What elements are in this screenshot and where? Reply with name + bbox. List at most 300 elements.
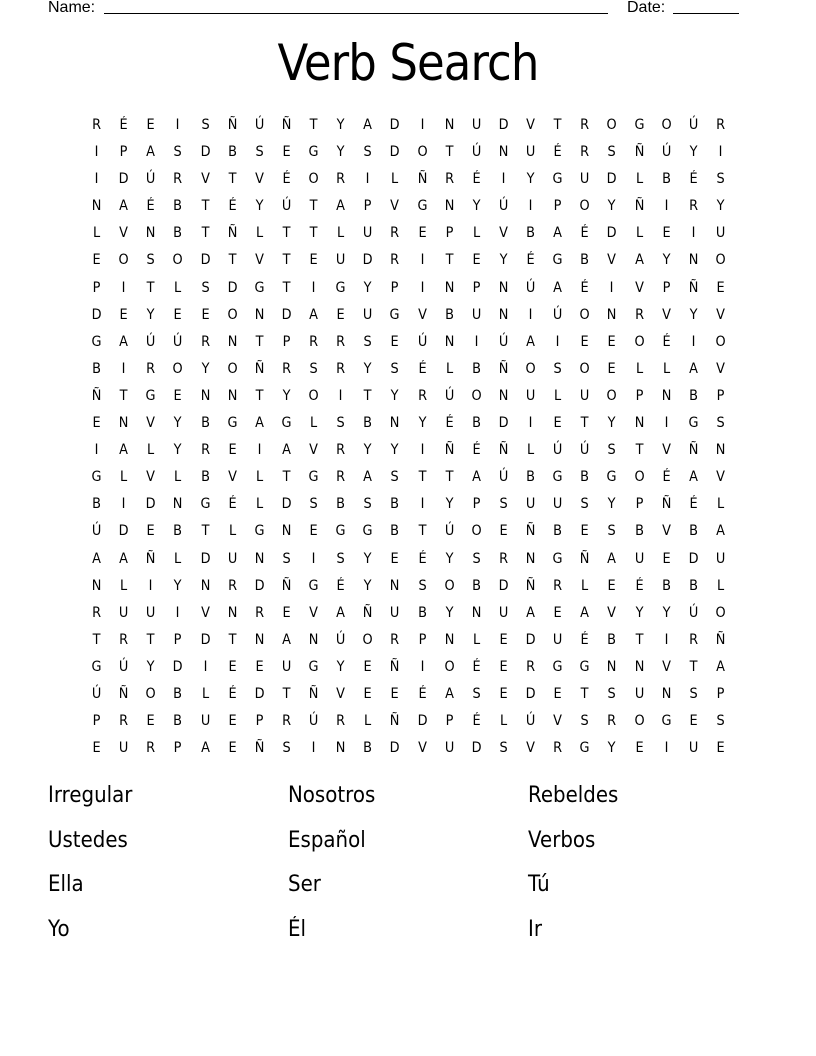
- grid-cell[interactable]: V: [607, 252, 617, 269]
- grid-cell[interactable]: B: [173, 685, 183, 702]
- grid-cell[interactable]: A: [92, 550, 101, 567]
- grid-cell[interactable]: R: [688, 198, 698, 215]
- grid-cell[interactable]: Y: [201, 360, 210, 377]
- grid-cell[interactable]: E: [499, 523, 508, 540]
- grid-cell[interactable]: E: [336, 306, 345, 323]
- grid-cell[interactable]: É: [228, 496, 237, 513]
- grid-cell[interactable]: I: [203, 658, 207, 675]
- grid-cell[interactable]: T: [228, 631, 237, 648]
- grid-cell[interactable]: T: [309, 117, 318, 133]
- grid-cell[interactable]: Ú: [552, 306, 563, 323]
- grid-cell[interactable]: É: [417, 550, 427, 567]
- grid-cell[interactable]: A: [553, 225, 563, 242]
- grid-cell[interactable]: E: [607, 333, 617, 350]
- grid-cell[interactable]: N: [661, 387, 672, 404]
- grid-cell[interactable]: A: [336, 604, 346, 621]
- grid-cell[interactable]: E: [228, 658, 237, 675]
- grid-cell[interactable]: B: [661, 171, 671, 188]
- grid-cell[interactable]: E: [282, 144, 291, 161]
- grid-cell[interactable]: E: [363, 685, 372, 702]
- grid-cell[interactable]: Y: [363, 279, 372, 296]
- grid-cell[interactable]: É: [689, 171, 698, 188]
- grid-cell[interactable]: N: [525, 550, 536, 567]
- grid-cell[interactable]: U: [146, 604, 156, 621]
- grid-cell[interactable]: Ñ: [525, 577, 536, 594]
- grid-cell[interactable]: R: [336, 171, 346, 188]
- grid-cell[interactable]: Y: [336, 144, 345, 161]
- grid-cell[interactable]: B: [173, 713, 183, 730]
- grid-cell[interactable]: Y: [445, 604, 454, 621]
- grid-cell[interactable]: V: [553, 713, 563, 730]
- grid-cell[interactable]: T: [635, 442, 644, 459]
- grid-cell[interactable]: Y: [716, 198, 725, 215]
- grid-cell[interactable]: P: [363, 198, 372, 215]
- grid-cell[interactable]: É: [634, 577, 644, 594]
- grid-cell[interactable]: T: [282, 469, 291, 486]
- grid-cell[interactable]: O: [633, 333, 645, 350]
- grid-cell[interactable]: V: [146, 415, 156, 432]
- grid-cell[interactable]: E: [417, 225, 427, 242]
- grid-cell[interactable]: R: [580, 117, 590, 133]
- grid-cell[interactable]: A: [444, 685, 454, 702]
- grid-cell[interactable]: Y: [390, 442, 399, 459]
- grid-cell[interactable]: I: [420, 117, 424, 133]
- grid-cell[interactable]: T: [309, 198, 318, 215]
- grid-cell[interactable]: Ú: [335, 631, 346, 648]
- grid-cell[interactable]: T: [309, 225, 318, 242]
- grid-cell[interactable]: É: [662, 469, 671, 486]
- grid-cell[interactable]: Ñ: [227, 225, 238, 242]
- grid-cell[interactable]: B: [390, 496, 400, 513]
- grid-cell[interactable]: S: [309, 360, 318, 377]
- grid-cell[interactable]: S: [499, 496, 508, 513]
- grid-cell[interactable]: G: [200, 496, 211, 513]
- grid-cell[interactable]: Ñ: [281, 577, 292, 594]
- grid-cell[interactable]: O: [118, 252, 129, 269]
- grid-cell[interactable]: É: [472, 658, 481, 675]
- grid-cell[interactable]: Y: [336, 658, 345, 675]
- grid-cell[interactable]: S: [499, 740, 508, 757]
- grid-cell[interactable]: G: [335, 523, 346, 540]
- grid-cell[interactable]: B: [634, 523, 644, 540]
- grid-cell[interactable]: S: [472, 550, 481, 567]
- grid-cell[interactable]: É: [580, 225, 589, 242]
- grid-cell[interactable]: D: [227, 279, 238, 296]
- grid-cell[interactable]: I: [176, 117, 180, 133]
- grid-cell[interactable]: N: [254, 550, 265, 567]
- grid-cell[interactable]: T: [201, 225, 210, 242]
- grid-cell[interactable]: E: [499, 631, 508, 648]
- grid-cell[interactable]: G: [634, 117, 645, 133]
- grid-cell[interactable]: B: [526, 469, 535, 486]
- grid-cell[interactable]: G: [552, 252, 563, 269]
- grid-cell[interactable]: E: [390, 550, 400, 567]
- grid-cell[interactable]: T: [255, 333, 264, 350]
- grid-cell[interactable]: Y: [472, 198, 481, 215]
- grid-cell[interactable]: A: [526, 604, 535, 621]
- grid-cell[interactable]: R: [200, 333, 210, 350]
- grid-cell[interactable]: V: [499, 225, 508, 242]
- grid-cell[interactable]: P: [445, 225, 454, 242]
- grid-cell[interactable]: D: [606, 171, 617, 188]
- grid-cell[interactable]: Ñ: [661, 496, 672, 513]
- grid-cell[interactable]: E: [390, 333, 400, 350]
- grid-cell[interactable]: A: [200, 740, 210, 757]
- grid-cell[interactable]: R: [281, 360, 291, 377]
- grid-cell[interactable]: Y: [363, 577, 372, 594]
- grid-cell[interactable]: S: [580, 713, 589, 730]
- grid-cell[interactable]: G: [579, 658, 590, 675]
- grid-cell[interactable]: Y: [173, 415, 182, 432]
- grid-cell[interactable]: A: [634, 252, 644, 269]
- grid-cell[interactable]: B: [688, 577, 698, 594]
- grid-cell[interactable]: A: [254, 415, 264, 432]
- grid-cell[interactable]: U: [580, 171, 590, 188]
- grid-cell[interactable]: E: [92, 415, 101, 432]
- grid-cell[interactable]: V: [146, 469, 156, 486]
- grid-cell[interactable]: N: [498, 306, 509, 323]
- grid-cell[interactable]: U: [552, 496, 563, 513]
- grid-cell[interactable]: S: [417, 577, 427, 594]
- grid-cell[interactable]: S: [716, 171, 725, 188]
- grid-cell[interactable]: D: [498, 117, 509, 133]
- grid-cell[interactable]: V: [716, 306, 725, 323]
- grid-cell[interactable]: G: [91, 469, 102, 486]
- grid-cell[interactable]: E: [228, 442, 237, 459]
- grid-cell[interactable]: T: [282, 225, 291, 242]
- grid-cell[interactable]: T: [282, 252, 291, 269]
- grid-cell[interactable]: I: [718, 144, 723, 161]
- grid-cell[interactable]: É: [580, 631, 589, 648]
- grid-cell[interactable]: B: [471, 415, 481, 432]
- grid-cell[interactable]: N: [390, 577, 400, 594]
- grid-cell[interactable]: R: [390, 225, 400, 242]
- grid-cell[interactable]: Ú: [688, 604, 699, 621]
- letter-grid[interactable]: [83, 112, 734, 762]
- grid-cell[interactable]: L: [554, 387, 562, 404]
- grid-cell[interactable]: N: [661, 685, 672, 702]
- grid-cell[interactable]: L: [526, 442, 535, 459]
- grid-cell[interactable]: G: [91, 333, 102, 350]
- grid-cell[interactable]: I: [528, 306, 533, 323]
- grid-cell[interactable]: I: [420, 442, 424, 459]
- grid-cell[interactable]: A: [309, 306, 318, 323]
- grid-cell[interactable]: U: [200, 713, 210, 730]
- grid-cell[interactable]: L: [255, 469, 263, 486]
- name-blank-line[interactable]: [104, 13, 608, 14]
- grid-cell[interactable]: P: [716, 387, 725, 404]
- grid-cell[interactable]: I: [148, 577, 153, 594]
- grid-cell[interactable]: Ñ: [715, 631, 726, 648]
- grid-cell[interactable]: Ñ: [91, 387, 102, 404]
- grid-cell[interactable]: Ñ: [417, 171, 427, 188]
- grid-cell[interactable]: Ú: [444, 387, 454, 404]
- grid-cell[interactable]: Ñ: [145, 550, 156, 567]
- grid-cell[interactable]: I: [420, 279, 424, 296]
- grid-cell[interactable]: Ñ: [444, 442, 455, 459]
- grid-cell[interactable]: D: [281, 496, 292, 513]
- grid-cell[interactable]: I: [420, 252, 424, 269]
- grid-cell[interactable]: D: [471, 740, 482, 757]
- grid-cell[interactable]: I: [176, 604, 180, 621]
- grid-cell[interactable]: A: [526, 333, 535, 350]
- grid-cell[interactable]: E: [146, 523, 155, 540]
- grid-cell[interactable]: N: [91, 577, 102, 594]
- grid-cell[interactable]: E: [200, 306, 210, 323]
- grid-cell[interactable]: A: [282, 631, 291, 648]
- grid-cell[interactable]: P: [418, 631, 426, 648]
- grid-cell[interactable]: T: [146, 279, 155, 296]
- grid-cell[interactable]: I: [664, 415, 669, 432]
- grid-cell[interactable]: I: [121, 279, 126, 296]
- grid-cell[interactable]: U: [498, 604, 509, 621]
- grid-cell[interactable]: É: [580, 279, 589, 296]
- grid-cell[interactable]: L: [337, 225, 345, 242]
- grid-cell[interactable]: S: [607, 523, 617, 540]
- grid-cell[interactable]: R: [336, 713, 346, 730]
- grid-cell[interactable]: V: [607, 604, 617, 621]
- grid-cell[interactable]: S: [363, 496, 372, 513]
- grid-cell[interactable]: I: [691, 225, 696, 242]
- grid-cell[interactable]: E: [119, 306, 128, 323]
- grid-cell[interactable]: T: [689, 658, 698, 675]
- grid-cell[interactable]: É: [228, 685, 237, 702]
- grid-cell[interactable]: R: [119, 713, 129, 730]
- grid-cell[interactable]: T: [201, 198, 210, 215]
- grid-cell[interactable]: Y: [607, 740, 616, 757]
- grid-cell[interactable]: Y: [146, 658, 155, 675]
- grid-cell[interactable]: N: [634, 415, 644, 432]
- grid-cell[interactable]: O: [661, 117, 672, 133]
- grid-cell[interactable]: A: [688, 469, 698, 486]
- grid-cell[interactable]: Y: [146, 306, 155, 323]
- grid-cell[interactable]: I: [94, 144, 99, 161]
- grid-cell[interactable]: E: [173, 387, 183, 404]
- grid-cell[interactable]: O: [444, 658, 455, 675]
- grid-cell[interactable]: V: [417, 740, 427, 757]
- grid-cell[interactable]: N: [173, 496, 183, 513]
- grid-cell[interactable]: V: [254, 171, 264, 188]
- grid-cell[interactable]: Ú: [688, 117, 699, 133]
- grid-cell[interactable]: L: [201, 685, 209, 702]
- grid-cell[interactable]: B: [336, 496, 346, 513]
- grid-cell[interactable]: N: [118, 415, 129, 432]
- grid-cell[interactable]: I: [664, 198, 669, 215]
- grid-cell[interactable]: I: [121, 360, 126, 377]
- grid-cell[interactable]: Y: [607, 415, 616, 432]
- grid-cell[interactable]: Ñ: [308, 685, 319, 702]
- grid-cell[interactable]: G: [308, 144, 319, 161]
- grid-cell[interactable]: N: [308, 631, 319, 648]
- grid-cell[interactable]: L: [472, 631, 480, 648]
- grid-cell[interactable]: E: [634, 740, 644, 757]
- grid-cell[interactable]: Ñ: [118, 685, 129, 702]
- grid-cell[interactable]: T: [553, 117, 562, 133]
- grid-cell[interactable]: T: [92, 631, 101, 648]
- grid-cell[interactable]: V: [661, 442, 671, 459]
- grid-cell[interactable]: E: [580, 333, 589, 350]
- grid-cell[interactable]: B: [688, 523, 698, 540]
- grid-cell[interactable]: L: [662, 360, 670, 377]
- grid-cell[interactable]: U: [552, 631, 563, 648]
- grid-cell[interactable]: Y: [445, 496, 454, 513]
- grid-cell[interactable]: N: [254, 306, 265, 323]
- grid-cell[interactable]: Ñ: [254, 360, 265, 377]
- grid-cell[interactable]: A: [119, 198, 129, 215]
- grid-cell[interactable]: É: [472, 713, 481, 730]
- grid-cell[interactable]: E: [363, 658, 372, 675]
- grid-cell[interactable]: Y: [363, 442, 372, 459]
- grid-cell[interactable]: I: [257, 442, 262, 459]
- grid-cell[interactable]: E: [499, 658, 508, 675]
- grid-cell[interactable]: T: [228, 252, 237, 269]
- grid-cell[interactable]: D: [200, 252, 211, 269]
- grid-cell[interactable]: Ú: [254, 117, 265, 133]
- grid-cell[interactable]: I: [311, 550, 316, 567]
- grid-cell[interactable]: P: [445, 713, 454, 730]
- grid-cell[interactable]: E: [228, 740, 237, 757]
- grid-cell[interactable]: G: [606, 469, 617, 486]
- grid-cell[interactable]: É: [445, 415, 454, 432]
- grid-cell[interactable]: E: [92, 252, 101, 269]
- grid-cell[interactable]: D: [525, 631, 536, 648]
- grid-cell[interactable]: I: [420, 496, 424, 513]
- grid-cell[interactable]: Ú: [146, 171, 156, 188]
- grid-cell[interactable]: Ú: [661, 144, 671, 161]
- grid-cell[interactable]: G: [579, 740, 590, 757]
- grid-cell[interactable]: Y: [607, 496, 616, 513]
- grid-cell[interactable]: A: [119, 442, 129, 459]
- grid-cell[interactable]: U: [227, 550, 237, 567]
- grid-cell[interactable]: T: [635, 631, 644, 648]
- grid-cell[interactable]: I: [501, 171, 506, 188]
- grid-cell[interactable]: G: [552, 550, 563, 567]
- grid-cell[interactable]: S: [200, 279, 210, 296]
- grid-cell[interactable]: R: [526, 658, 536, 675]
- grid-cell[interactable]: U: [471, 117, 482, 133]
- grid-cell[interactable]: Ú: [173, 333, 183, 350]
- grid-cell[interactable]: T: [119, 387, 128, 404]
- grid-cell[interactable]: P: [92, 279, 101, 296]
- grid-cell[interactable]: Ú: [498, 198, 509, 215]
- grid-cell[interactable]: U: [335, 252, 346, 269]
- grid-cell[interactable]: L: [255, 225, 263, 242]
- grid-cell[interactable]: B: [688, 387, 698, 404]
- grid-cell[interactable]: D: [362, 252, 373, 269]
- grid-cell[interactable]: É: [119, 117, 128, 133]
- grid-cell[interactable]: L: [635, 360, 643, 377]
- grid-cell[interactable]: S: [282, 740, 291, 757]
- grid-cell[interactable]: E: [146, 713, 155, 730]
- grid-cell[interactable]: L: [228, 523, 236, 540]
- grid-cell[interactable]: R: [309, 333, 319, 350]
- grid-cell[interactable]: I: [94, 171, 99, 188]
- grid-cell[interactable]: I: [365, 171, 370, 188]
- grid-cell[interactable]: I: [528, 198, 533, 215]
- grid-cell[interactable]: O: [579, 360, 590, 377]
- grid-cell[interactable]: A: [146, 144, 156, 161]
- grid-cell[interactable]: I: [691, 333, 696, 350]
- grid-cell[interactable]: I: [338, 387, 343, 404]
- grid-cell[interactable]: D: [118, 171, 129, 188]
- grid-cell[interactable]: É: [472, 442, 481, 459]
- grid-cell[interactable]: P: [716, 685, 725, 702]
- grid-cell[interactable]: O: [172, 360, 184, 377]
- grid-cell[interactable]: V: [200, 171, 210, 188]
- grid-cell[interactable]: D: [498, 415, 509, 432]
- grid-cell[interactable]: E: [580, 523, 589, 540]
- grid-cell[interactable]: V: [634, 279, 644, 296]
- grid-cell[interactable]: A: [119, 550, 129, 567]
- grid-cell[interactable]: B: [553, 523, 563, 540]
- grid-cell[interactable]: G: [308, 469, 319, 486]
- grid-cell[interactable]: S: [607, 685, 617, 702]
- grid-cell[interactable]: Ñ: [688, 279, 699, 296]
- grid-cell[interactable]: A: [607, 550, 617, 567]
- grid-cell[interactable]: N: [498, 144, 509, 161]
- grid-cell[interactable]: Ú: [580, 442, 590, 459]
- grid-cell[interactable]: R: [444, 171, 454, 188]
- grid-cell[interactable]: L: [472, 225, 480, 242]
- grid-cell[interactable]: R: [607, 713, 617, 730]
- grid-cell[interactable]: N: [227, 604, 238, 621]
- grid-cell[interactable]: B: [444, 306, 454, 323]
- grid-cell[interactable]: D: [498, 577, 509, 594]
- grid-cell[interactable]: S: [255, 144, 264, 161]
- grid-cell[interactable]: Ú: [91, 685, 102, 702]
- grid-cell[interactable]: E: [716, 279, 725, 296]
- grid-cell[interactable]: S: [716, 415, 725, 432]
- grid-cell[interactable]: T: [201, 523, 210, 540]
- grid-cell[interactable]: R: [336, 469, 346, 486]
- grid-cell[interactable]: G: [308, 658, 319, 675]
- grid-cell[interactable]: D: [118, 523, 129, 540]
- grid-cell[interactable]: E: [390, 685, 400, 702]
- grid-cell[interactable]: B: [363, 415, 373, 432]
- grid-cell[interactable]: T: [580, 415, 589, 432]
- grid-cell[interactable]: P: [635, 496, 643, 513]
- grid-cell[interactable]: D: [417, 713, 428, 730]
- grid-cell[interactable]: L: [635, 171, 643, 188]
- grid-cell[interactable]: S: [390, 360, 400, 377]
- grid-cell[interactable]: L: [391, 171, 399, 188]
- grid-cell[interactable]: S: [390, 469, 400, 486]
- grid-cell[interactable]: I: [664, 631, 669, 648]
- grid-cell[interactable]: L: [174, 469, 182, 486]
- grid-cell[interactable]: T: [418, 523, 427, 540]
- grid-cell[interactable]: O: [444, 577, 455, 594]
- grid-cell[interactable]: E: [173, 306, 183, 323]
- grid-cell[interactable]: L: [635, 225, 643, 242]
- grid-cell[interactable]: É: [553, 144, 562, 161]
- grid-cell[interactable]: I: [311, 740, 316, 757]
- grid-cell[interactable]: I: [528, 415, 533, 432]
- grid-cell[interactable]: Ú: [498, 333, 509, 350]
- grid-cell[interactable]: N: [254, 631, 265, 648]
- grid-cell[interactable]: R: [390, 631, 400, 648]
- grid-cell[interactable]: Ñ: [362, 604, 373, 621]
- grid-cell[interactable]: E: [309, 252, 318, 269]
- grid-cell[interactable]: B: [92, 496, 101, 513]
- grid-cell[interactable]: O: [579, 306, 590, 323]
- grid-cell[interactable]: A: [553, 279, 563, 296]
- grid-cell[interactable]: Y: [662, 252, 671, 269]
- grid-cell[interactable]: Y: [255, 198, 264, 215]
- grid-cell[interactable]: U: [444, 740, 454, 757]
- grid-cell[interactable]: Y: [390, 387, 399, 404]
- grid-cell[interactable]: Y: [282, 387, 291, 404]
- grid-cell[interactable]: N: [227, 333, 238, 350]
